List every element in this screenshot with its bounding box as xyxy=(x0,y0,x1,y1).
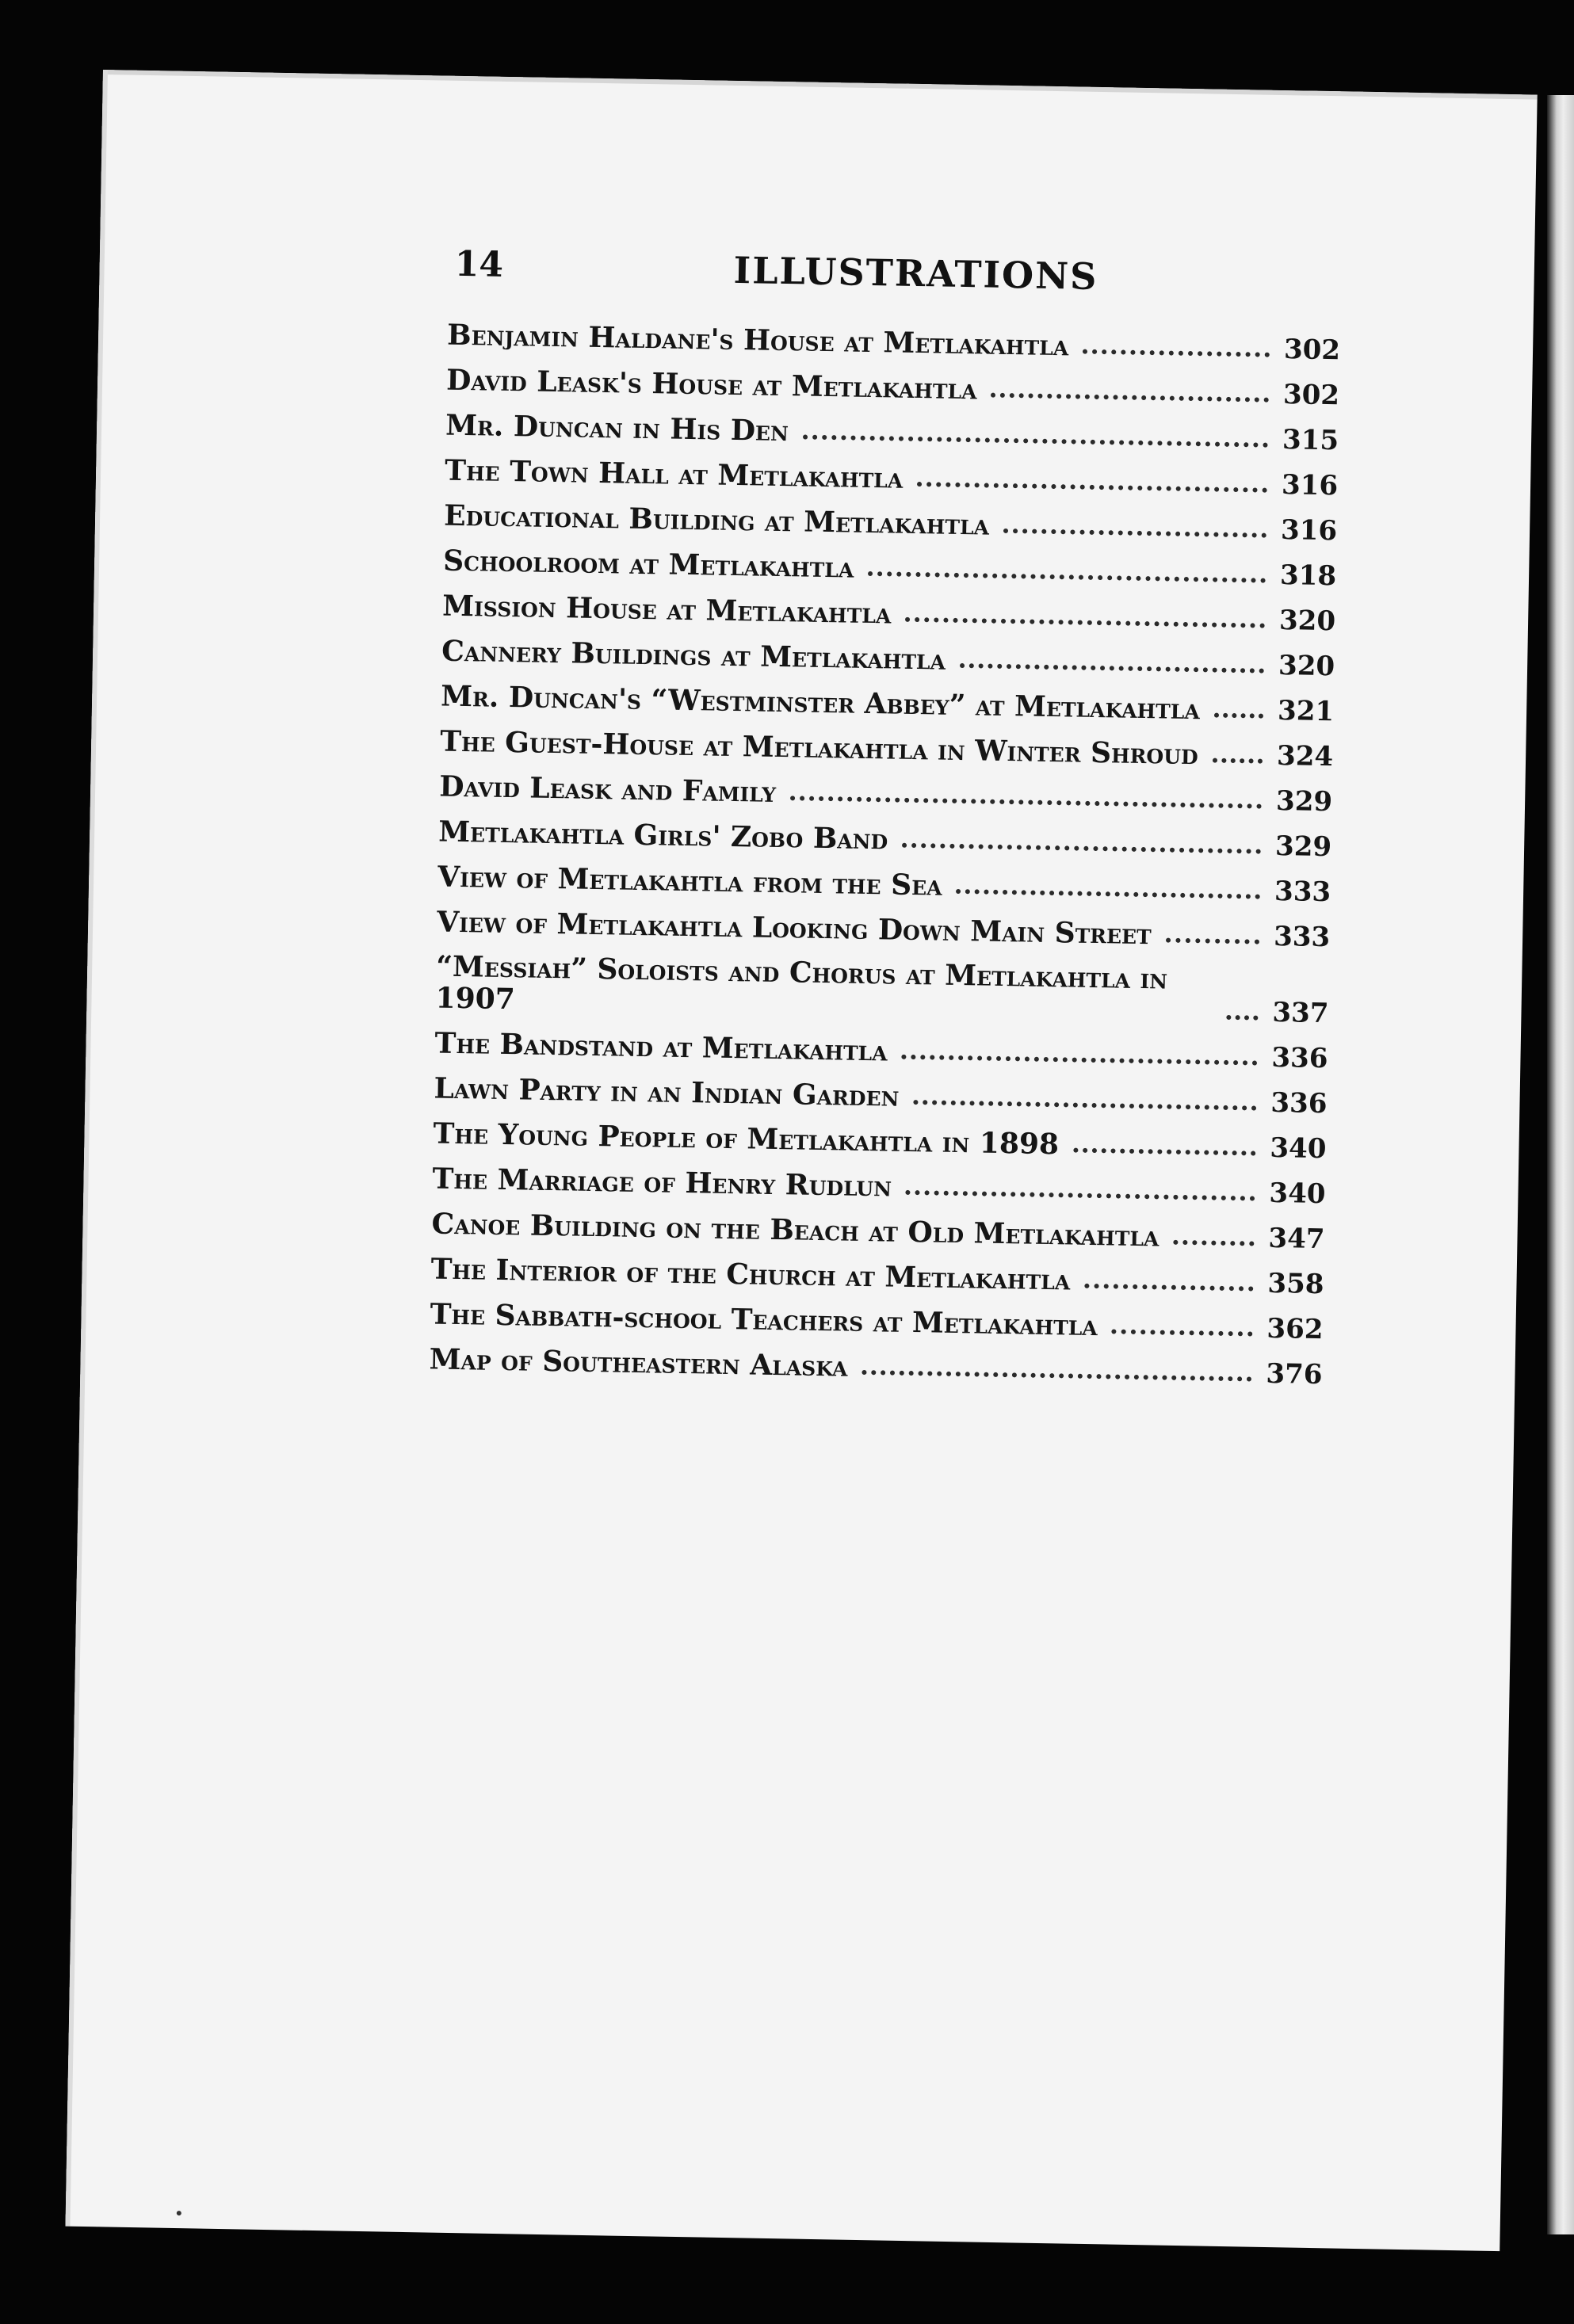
dot-leader xyxy=(913,1100,1256,1111)
entry-title: The Interior of the Church at Metlakahtla xyxy=(430,1252,1071,1297)
dot-leader xyxy=(991,393,1269,403)
entry-page: 302 xyxy=(1283,334,1341,367)
dot-leader xyxy=(1226,1015,1258,1021)
entry-title: Map of Southeastern Alaska xyxy=(429,1342,848,1383)
entry-page: 320 xyxy=(1278,605,1336,638)
dot-leader xyxy=(960,663,1264,674)
entry-title: View of Metlakahtla Looking Down Main Street xyxy=(436,905,1152,952)
running-head: ILLUSTRATIONS xyxy=(733,248,1098,298)
dot-leader xyxy=(868,571,1266,583)
dot-leader xyxy=(1084,1284,1253,1292)
entry-title: Canoe Building on the Beach at Old Metlakahtla xyxy=(431,1207,1159,1254)
entry-page: 347 xyxy=(1268,1222,1325,1256)
dot-leader xyxy=(905,617,1265,628)
entry-title: The Young People of Metlakahtla in 1898 xyxy=(433,1116,1060,1162)
entry-page: 315 xyxy=(1282,424,1339,457)
dot-leader xyxy=(1213,758,1263,764)
book-page xyxy=(65,70,1537,2251)
entry-page: 376 xyxy=(1266,1357,1323,1391)
entry-page: 336 xyxy=(1270,1086,1328,1120)
entry-title: David Leask's House at Metlakahtla xyxy=(445,363,977,406)
entry-title: Benjamin Haldane's House at Metlakahtla xyxy=(446,318,1069,363)
entry-page: 337 xyxy=(1272,996,1329,1030)
dot-leader xyxy=(790,796,1262,808)
dot-leader xyxy=(861,1370,1251,1382)
dot-leader xyxy=(956,889,1260,899)
adjacent-page-edge xyxy=(1547,95,1574,2234)
entry-title: The Bandstand at Metlakahtla xyxy=(434,1026,888,1068)
entry-title: Metlakahtla Girls' Zobo Band xyxy=(437,815,888,857)
dot-leader xyxy=(1073,1148,1256,1156)
entry-page: 362 xyxy=(1266,1312,1324,1346)
dot-leader xyxy=(901,1055,1257,1066)
entry-title: Educational Building at Metlakahtla xyxy=(443,498,990,542)
entry-title: View of Metlakahtla from the Sea xyxy=(437,860,943,903)
entry-title: “Messiah” Soloists and Chorus at Metlakahtla in 1907 xyxy=(435,949,1168,1017)
dot-leader xyxy=(803,434,1268,447)
illustrations-list xyxy=(429,306,1339,1391)
entry-page: 340 xyxy=(1270,1131,1327,1166)
entry-page: 302 xyxy=(1282,379,1340,412)
entry-title: Mr. Duncan in His Den xyxy=(445,408,789,448)
page-number: 14 xyxy=(454,243,504,285)
entry-title: The Sabbath-school Teachers at Metlakahtla xyxy=(430,1297,1098,1343)
entry-title: Lawn Party in an Indian Garden xyxy=(434,1071,900,1113)
list-item xyxy=(435,938,1329,1030)
dot-leader xyxy=(906,1190,1255,1201)
entry-page: 320 xyxy=(1278,650,1335,683)
entry-title: Schoolroom at Metlakahtla xyxy=(442,544,854,585)
dot-leader xyxy=(1003,529,1266,538)
entry-title: Mission House at Metlakahtla xyxy=(441,589,892,631)
dot-leader xyxy=(1214,713,1263,719)
entry-page: 333 xyxy=(1274,875,1331,909)
entry-title: David Leask and Family xyxy=(438,769,777,809)
entry-page: 340 xyxy=(1269,1177,1326,1211)
dot-leader xyxy=(917,482,1267,493)
dot-leader xyxy=(1112,1329,1253,1336)
page-header xyxy=(454,244,1247,313)
entry-title: The Marriage of Henry Rudlun xyxy=(432,1162,892,1204)
dot-leader xyxy=(1173,1240,1254,1246)
entry-page: 336 xyxy=(1271,1041,1328,1075)
entry-page: 329 xyxy=(1274,830,1332,864)
entry-page: 316 xyxy=(1281,469,1339,502)
entry-title: The Town Hall at Metlakahtla xyxy=(444,453,904,495)
entry-page: 333 xyxy=(1273,920,1331,954)
stray-ink-dot xyxy=(177,2211,181,2215)
dot-leader xyxy=(902,843,1261,854)
entry-title: Cannery Buildings at Metlakahtla xyxy=(441,634,946,677)
entry-page: 316 xyxy=(1280,514,1338,548)
entry-title: The Guest-House at Metlakahtla in Winter Shroud xyxy=(439,724,1199,772)
entry-page: 329 xyxy=(1275,784,1333,819)
dot-leader xyxy=(1083,349,1270,357)
entry-title: Mr. Duncan's “Westminster Abbey” at Metlakahtla xyxy=(440,679,1201,727)
entry-page: 324 xyxy=(1276,739,1334,773)
entry-page: 321 xyxy=(1277,694,1335,728)
entry-page: 358 xyxy=(1267,1267,1324,1301)
dot-leader xyxy=(1166,938,1260,944)
entry-page: 318 xyxy=(1279,559,1337,593)
